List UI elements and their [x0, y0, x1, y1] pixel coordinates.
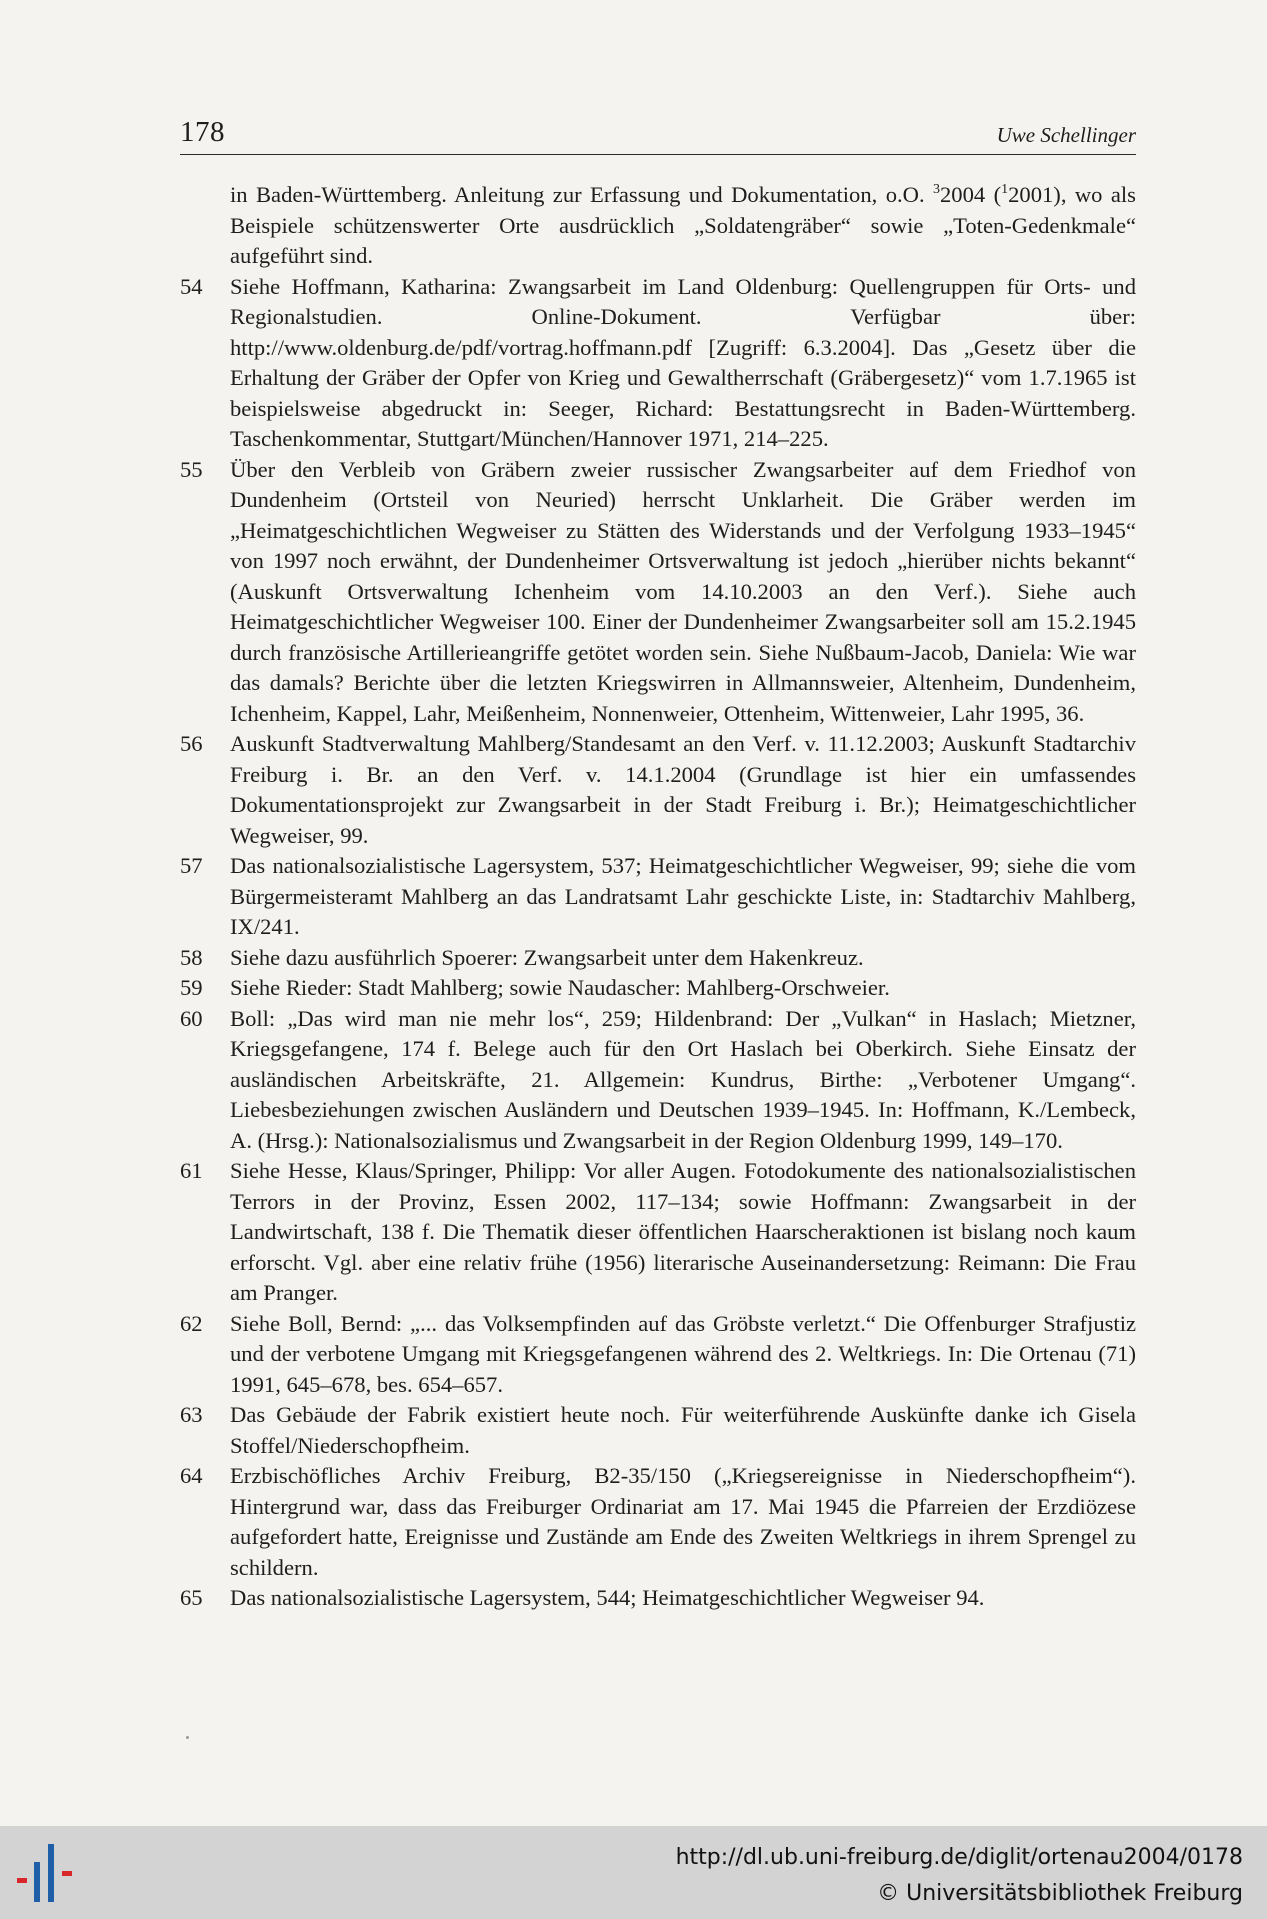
footnote-text: Siehe Rieder: Stadt Mahlberg; sowie Naudascher: Mahlberg-Orschweier. — [230, 975, 890, 1000]
page-header — [180, 112, 1136, 155]
footnote-number: 62 — [180, 1310, 203, 1336]
footnote-63 — [180, 1400, 1136, 1461]
scan-speck — [186, 1736, 189, 1739]
footnote-text: Siehe Hesse, Klaus/Springer, Philipp: Vor aller Augen. Fotodokumente des nationalsozialistischen Terrors in der Provinz, Essen 2002, 117–134; sowie Hoffmann: Zwangsarbeit in der Landwirtschaft, 138 f. Die Thematik dieser öffentlichen Haarscheraktionen ist bislang noch kaum erforscht. Vgl. aber eine relativ frühe (1956) literarische Auseinandersetzung: Reimann: Die Frau am Pranger. — [230, 1158, 1136, 1305]
footnote-64 — [180, 1461, 1136, 1583]
footnote-text: Boll: „Das wird man nie mehr los“, 259; Hildenbrand: Der „Vulkan“ in Haslach; Mietzner, Kriegsgefangene, 174 f. Belege auch für den Ort Haslach bei Oberkirch. Siehe Einsatz der ausländischen Arbeitskräfte, 21. Allgemein: Kundrus, Birthe: „Verbotener Umgang“. Liebesbeziehungen zwischen Ausländern und Deutschen 1939–1945. In: Hoffmann, K./Lembeck, A. (Hrsg.): Nationalsozialismus und Zwangsarbeit in der Region Oldenburg 1999, 149–170. — [230, 1005, 1136, 1153]
footnote-number: 58 — [180, 944, 203, 970]
footnote-54 — [180, 272, 1136, 455]
footnote-text: Siehe Boll, Bernd: „... das Volksempfinden auf das Gröbste verletzt.“ Die Offenburger Strafjustiz und der verbotene Umgang mit Kriegsgefangenen während des 2. Weltkriegs. In: Die Ortenau (71) 1991, 645–678, bes. 654–657. — [230, 1310, 1136, 1397]
footnote-number: 63 — [180, 1402, 203, 1427]
ub-freiburg-logo-icon — [14, 1838, 84, 1908]
footnote-number: 64 — [180, 1463, 203, 1488]
footnote-text: Über den Verbleib von Gräbern zweier russischer Zwangsarbeiter auf dem Friedhof von Dundenheim (Ortsteil von Neuried) herrscht Unklarheit. Die Gräber werden im „Heimatgeschichtlichen Wegweiser zu Stätten des Widerstands und der Verfolgung 1933–1945“ von 1997 noch erwähnt, der Dundenheimer Ortsverwaltung ist jedoch „hierüber nichts bekannt“ (Auskunft Ortsverwaltung Ichenheim vom 14.10.2003 an den Verf.). Siehe auch Heimatgeschichtlicher Wegweiser 100. Einer der Dundenheimer Zwangsarbeiter soll am 15.2.1945 durch französische Artillerieangriffe getötet worden sein. Siehe Nußbaum-Jacob, Daniela: Wie war das damals? Berichte über die letzten Kriegswirren in Allmannsweier, Altenheim, Dundenheim, Ichenheim, Kappel, Lahr, Meißenheim, Nonnenweier, Ottenheim, Wittenweier, Lahr 1995, 36. — [230, 456, 1136, 726]
footnote-continuation — [180, 180, 1136, 272]
footnote-text: Das nationalsozialistische Lagersystem, 537; Heimatgeschichtlicher Wegweiser, 99; siehe die vom Bürgermeisteramt Mahlberg an das Landratsamt Lahr geschickte Liste, in: Stadtarchiv Mahlberg, IX/241. — [230, 853, 1136, 939]
footnote-65 — [180, 1583, 1136, 1614]
footer-url-link[interactable]: http://dl.ub.uni-freiburg.de/diglit/ortenau2004/0178 — [675, 1845, 1243, 1870]
footnote-number: 59 — [180, 975, 203, 1000]
footnote-text: Auskunft Stadtverwaltung Mahlberg/Standesamt an den Verf. v. 11.12.2003; Auskunft Stadtarchiv Freiburg i. Br. an den Verf. v. 14.1.2004 (Grundlage ist hier ein umfassendes Dokumentationsprojekt zur Zwangsarbeit in der Stadt Freiburg i. Br.); Heimatgeschichtlicher Wegweiser, 99. — [230, 731, 1136, 848]
footnote-60 — [180, 1004, 1136, 1157]
footnote-number: 60 — [180, 1005, 203, 1031]
footnote-text: Das Gebäude der Fabrik existiert heute noch. Für weiterführende Auskünfte danke ich Gisela Stoffel/Niederschopfheim. — [230, 1402, 1136, 1458]
footer-bar — [0, 1826, 1267, 1919]
footnote-55 — [180, 455, 1136, 730]
footnote-58 — [180, 943, 1136, 974]
footnote-56 — [180, 729, 1136, 851]
footnote-57 — [180, 851, 1136, 943]
footnote-number — [180, 180, 230, 272]
running-head: Uwe Schellinger — [996, 123, 1136, 147]
footnote-number: 65 — [180, 1585, 203, 1610]
footnote-62 — [180, 1309, 1136, 1401]
footnote-text: Siehe Hoffmann, Katharina: Zwangsarbeit im Land Oldenburg: Quellengruppen für Orts- und Regionalstudien. Online-Dokument. Verfügbar über: http://www.oldenburg.de/pdf/vortrag.hoffmann.pdf [Zugriff: 6.3.2004]. Das „Gesetz über die Erhaltung der Gräber der Opfer von Krieg und Gewaltherrschaft (Gräbergesetz)“ vom 1.7.1965 ist beispielsweise abgedruckt in: Seeger, Richard: Bestattungsrecht in Baden-Württemberg. Taschenkommentar, Stuttgart/München/Hannover 1971, 214–225. — [230, 273, 1136, 451]
footnote-61 — [180, 1156, 1136, 1309]
footnote-number: 61 — [180, 1158, 203, 1183]
footnote-number: 57 — [180, 853, 203, 878]
footnote-number: 54 — [180, 273, 203, 299]
footnote-text: Siehe dazu ausführlich Spoerer: Zwangsarbeit unter dem Hakenkreuz. — [230, 944, 864, 970]
footer-copyright: © Universitätsbibliothek Freiburg — [877, 1881, 1243, 1906]
footnotes — [180, 180, 1136, 1614]
footnote-number: 56 — [180, 731, 203, 756]
footnote-59 — [180, 973, 1136, 1004]
footnote-text: Erzbischöfliches Archiv Freiburg, B2-35/150 („Kriegsereignisse in Niederschopfheim“). Hintergrund war, dass das Freiburger Ordinariat am 17. Mai 1945 die Pfarreien der Erzdiözese aufgefordert hatte, Ereignisse und Zustände am Ende des Zweiten Weltkriegs in ihrem Sprengel zu schildern. — [230, 1463, 1136, 1580]
footnote-text: Das nationalsozialistische Lagersystem, 544; Heimatgeschichtlicher Wegweiser 94. — [230, 1585, 985, 1610]
footnote-text: in Baden-Württemberg. Anleitung zur Erfassung und Dokumentation, o.O. $^3$2004 ($^1$2001), wo als Beispiele schützenswerter Orte ausdrücklich „Soldatengräber“ sowie „Toten-Gedenkmale“ aufgeführt sind. — [230, 182, 1136, 268]
footnote-number: 55 — [180, 456, 203, 482]
page-number: 178 — [180, 116, 225, 148]
